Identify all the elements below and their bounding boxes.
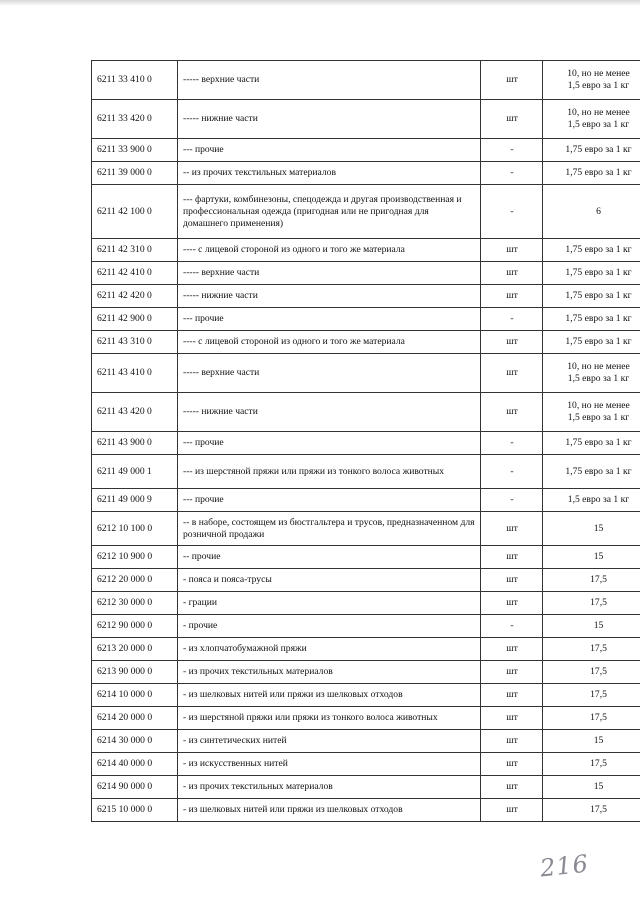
table-row: [92, 262, 640, 285]
code-cell: 6214 10 000 0: [92, 684, 178, 707]
description-cell: - прочие: [178, 615, 481, 638]
unit-cell: шт: [481, 799, 543, 822]
code-cell: 6214 20 000 0: [92, 707, 178, 730]
rate-cell: 17,5: [543, 661, 640, 684]
rate-cell: 17,5: [543, 592, 640, 615]
code-cell: 6211 43 410 0: [92, 354, 178, 393]
table-row: [92, 592, 640, 615]
code-cell: 6212 30 000 0: [92, 592, 178, 615]
description-cell: ----- нижние части: [178, 100, 481, 139]
rate-cell: 15: [543, 776, 640, 799]
rate-cell: 1,75 евро за 1 кг: [543, 139, 640, 162]
code-cell: 6211 43 900 0: [92, 432, 178, 455]
unit-cell: шт: [481, 61, 543, 100]
table-row: [92, 162, 640, 185]
code-cell: 6213 90 000 0: [92, 661, 178, 684]
handwritten-page-number: 216: [538, 849, 591, 883]
code-cell: 6212 90 000 0: [92, 615, 178, 638]
description-cell: ----- верхние части: [178, 354, 481, 393]
rate-cell: 17,5: [543, 638, 640, 661]
rate-cell: 10, но не менее 1,5 евро за 1 кг: [543, 61, 640, 100]
description-cell: --- из шерстяной пряжи или пряжи из тонкого волоса животных: [178, 455, 481, 489]
code-cell: 6214 40 000 0: [92, 753, 178, 776]
code-cell: 6211 33 420 0: [92, 100, 178, 139]
rate-cell: 1,75 евро за 1 кг: [543, 455, 640, 489]
description-cell: --- прочие: [178, 489, 481, 512]
rate-cell: 17,5: [543, 799, 640, 822]
table-row: [92, 489, 640, 512]
description-cell: - из шерстяной пряжи или пряжи из тонкого волоса животных: [178, 707, 481, 730]
code-cell: 6212 10 900 0: [92, 546, 178, 569]
code-cell: 6211 33 900 0: [92, 139, 178, 162]
unit-cell: шт: [481, 638, 543, 661]
unit-cell: -: [481, 185, 543, 239]
code-cell: 6211 42 900 0: [92, 308, 178, 331]
code-cell: 6211 43 420 0: [92, 393, 178, 432]
description-cell: - из шелковых нитей или пряжи из шелковых отходов: [178, 799, 481, 822]
table-row: [92, 730, 640, 753]
rate-cell: 15: [543, 512, 640, 546]
description-cell: ---- с лицевой стороной из одного и того же материала: [178, 239, 481, 262]
code-cell: 6213 20 000 0: [92, 638, 178, 661]
description-cell: - из прочих текстильных материалов: [178, 661, 481, 684]
table-row: [92, 308, 640, 331]
code-cell: 6214 30 000 0: [92, 730, 178, 753]
unit-cell: -: [481, 162, 543, 185]
table-row: [92, 100, 640, 139]
description-cell: - из синтетических нитей: [178, 730, 481, 753]
table-row: [92, 661, 640, 684]
table-row: [92, 331, 640, 354]
unit-cell: шт: [481, 569, 543, 592]
unit-cell: -: [481, 615, 543, 638]
tariff-table-body: [92, 61, 640, 822]
description-cell: - грации: [178, 592, 481, 615]
rate-cell: 1,75 евро за 1 кг: [543, 331, 640, 354]
description-cell: -- в наборе, состоящем из бюстгальтера и трусов, предназначенном для розничной продажи: [178, 512, 481, 546]
rate-cell: 1,75 евро за 1 кг: [543, 308, 640, 331]
description-cell: - из шелковых нитей или пряжи из шелковых отходов: [178, 684, 481, 707]
table-row: [92, 569, 640, 592]
unit-cell: шт: [481, 592, 543, 615]
code-cell: 6212 20 000 0: [92, 569, 178, 592]
unit-cell: -: [481, 139, 543, 162]
unit-cell: шт: [481, 684, 543, 707]
rate-cell: 15: [543, 546, 640, 569]
rate-cell: 17,5: [543, 684, 640, 707]
rate-cell: 15: [543, 615, 640, 638]
table-row: [92, 185, 640, 239]
rate-cell: 10, но не менее 1,5 евро за 1 кг: [543, 354, 640, 393]
scan-edge: [0, 0, 640, 6]
table-row: [92, 285, 640, 308]
rate-cell: 17,5: [543, 707, 640, 730]
rate-cell: 1,75 евро за 1 кг: [543, 285, 640, 308]
unit-cell: шт: [481, 753, 543, 776]
code-cell: 6211 42 410 0: [92, 262, 178, 285]
table-row: [92, 512, 640, 546]
code-cell: 6211 42 420 0: [92, 285, 178, 308]
table-row: [92, 546, 640, 569]
table-row: [92, 776, 640, 799]
table-row: [92, 354, 640, 393]
code-cell: 6211 49 000 1: [92, 455, 178, 489]
description-cell: --- фартуки, комбинезоны, спецодежда и другая производственная и профессиональная одежда (пригодная или не пригодная для домашнего применения): [178, 185, 481, 239]
rate-cell: 10, но не менее 1,5 евро за 1 кг: [543, 100, 640, 139]
unit-cell: шт: [481, 331, 543, 354]
unit-cell: шт: [481, 661, 543, 684]
description-cell: - пояса и пояса-трусы: [178, 569, 481, 592]
unit-cell: шт: [481, 776, 543, 799]
description-cell: ----- нижние части: [178, 285, 481, 308]
code-cell: 6215 10 000 0: [92, 799, 178, 822]
unit-cell: шт: [481, 546, 543, 569]
rate-cell: 17,5: [543, 569, 640, 592]
description-cell: ----- верхние части: [178, 61, 481, 100]
description-cell: --- прочие: [178, 139, 481, 162]
table-row: [92, 139, 640, 162]
description-cell: ----- нижние части: [178, 393, 481, 432]
code-cell: 6214 90 000 0: [92, 776, 178, 799]
description-cell: -- из прочих текстильных материалов: [178, 162, 481, 185]
code-cell: 6211 39 000 0: [92, 162, 178, 185]
unit-cell: шт: [481, 285, 543, 308]
code-cell: 6211 49 000 9: [92, 489, 178, 512]
unit-cell: -: [481, 455, 543, 489]
code-cell: 6211 33 410 0: [92, 61, 178, 100]
description-cell: -- прочие: [178, 546, 481, 569]
code-cell: 6211 42 100 0: [92, 185, 178, 239]
unit-cell: -: [481, 432, 543, 455]
table-row: [92, 615, 640, 638]
table-row: [92, 799, 640, 822]
table-row: [92, 393, 640, 432]
table-row: [92, 455, 640, 489]
description-cell: --- прочие: [178, 432, 481, 455]
rate-cell: 6: [543, 185, 640, 239]
description-cell: ---- с лицевой стороной из одного и того же материала: [178, 331, 481, 354]
code-cell: 6211 42 310 0: [92, 239, 178, 262]
rate-cell: 17,5: [543, 753, 640, 776]
rate-cell: 1,5 евро за 1 кг: [543, 489, 640, 512]
rate-cell: 1,75 евро за 1 кг: [543, 432, 640, 455]
table-row: [92, 753, 640, 776]
unit-cell: -: [481, 308, 543, 331]
unit-cell: шт: [481, 707, 543, 730]
unit-cell: шт: [481, 262, 543, 285]
description-cell: --- прочие: [178, 308, 481, 331]
rate-cell: 15: [543, 730, 640, 753]
table-row: [92, 239, 640, 262]
rate-cell: 1,75 евро за 1 кг: [543, 162, 640, 185]
table-row: [92, 61, 640, 100]
unit-cell: шт: [481, 393, 543, 432]
unit-cell: шт: [481, 239, 543, 262]
unit-cell: шт: [481, 100, 543, 139]
table-row: [92, 432, 640, 455]
rate-cell: 1,75 евро за 1 кг: [543, 262, 640, 285]
description-cell: - из прочих текстильных материалов: [178, 776, 481, 799]
description-cell: - из искусственных нитей: [178, 753, 481, 776]
rate-cell: 10, но не менее 1,5 евро за 1 кг: [543, 393, 640, 432]
unit-cell: шт: [481, 512, 543, 546]
description-cell: ----- верхние части: [178, 262, 481, 285]
unit-cell: -: [481, 489, 543, 512]
code-cell: 6212 10 100 0: [92, 512, 178, 546]
table-row: [92, 684, 640, 707]
unit-cell: шт: [481, 730, 543, 753]
table-row: [92, 638, 640, 661]
rate-cell: 1,75 евро за 1 кг: [543, 239, 640, 262]
table-row: [92, 707, 640, 730]
unit-cell: шт: [481, 354, 543, 393]
tariff-table: [91, 60, 640, 822]
code-cell: 6211 43 310 0: [92, 331, 178, 354]
description-cell: - из хлопчатобумажной пряжи: [178, 638, 481, 661]
